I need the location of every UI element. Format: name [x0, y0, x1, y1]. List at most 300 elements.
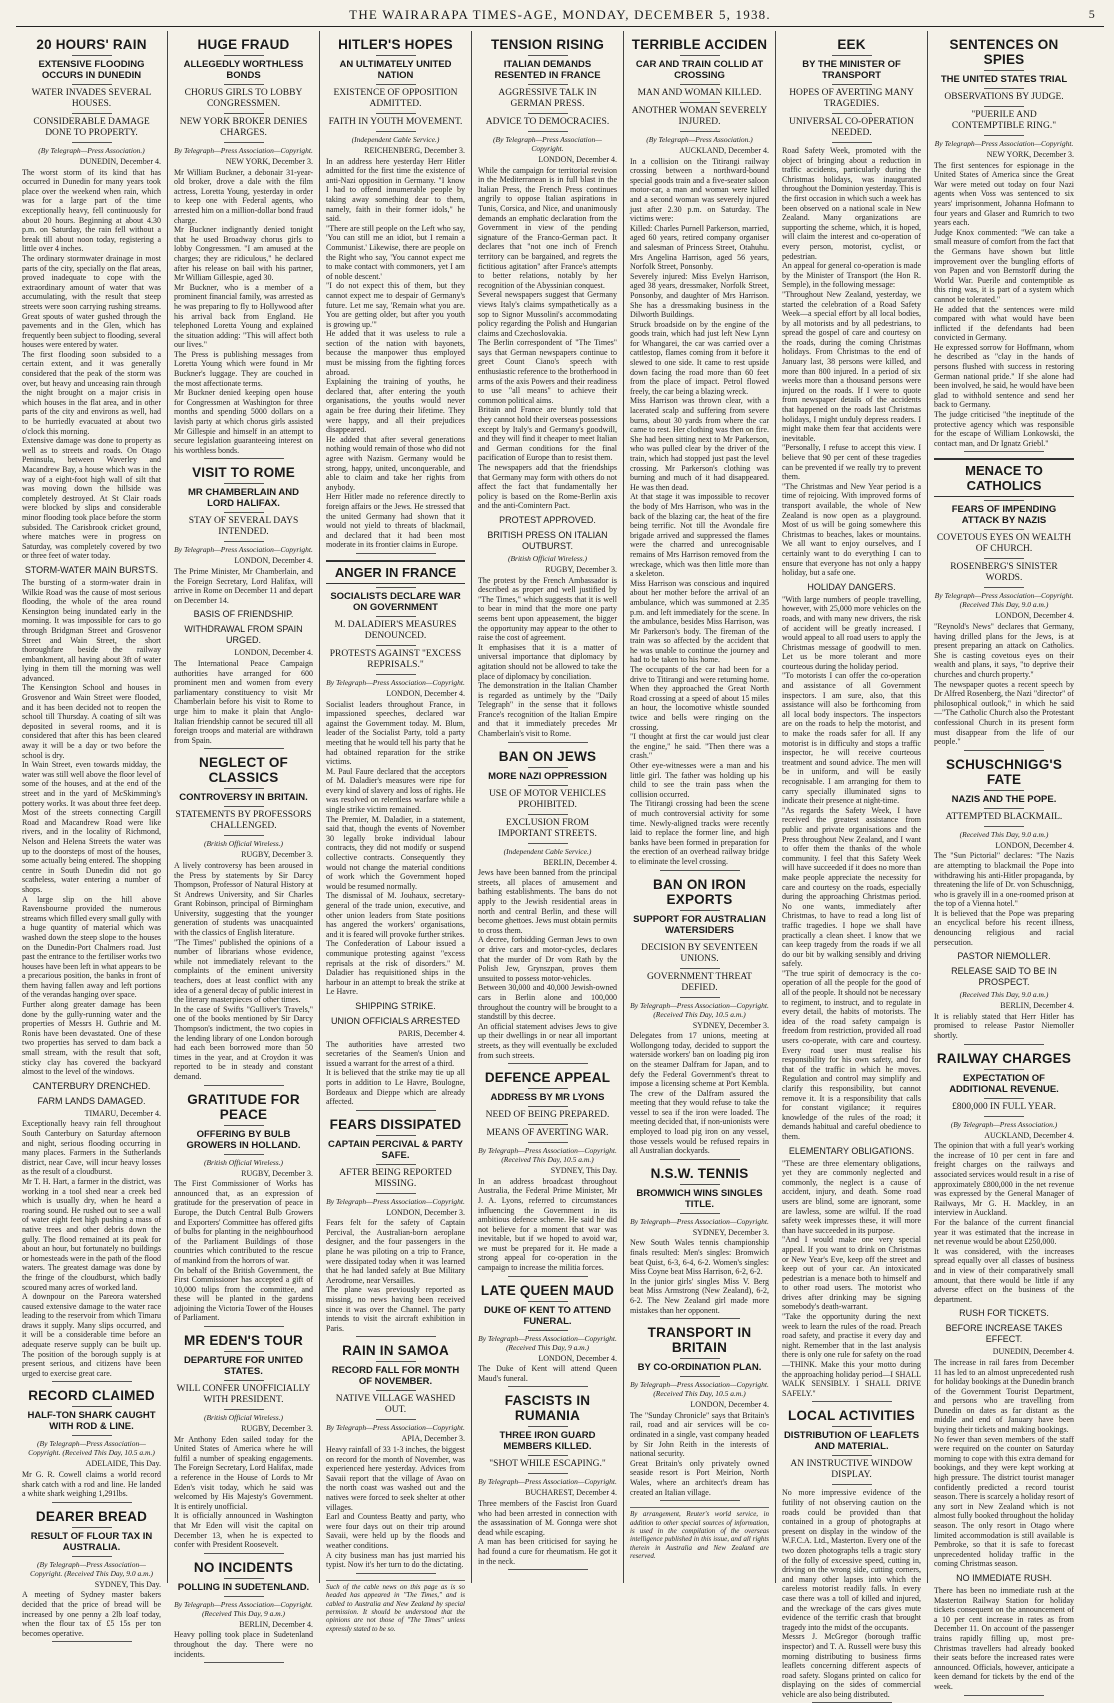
paragraph: The plane was previously reported as missing, no news having been received since it was over the Channel. The party intends to visit the aircraft exhibition in Paris.: [326, 1285, 465, 1333]
paragraph: "Personally, I refuse to accept this view. I believe that 90 per cent of these tragedies can be prevented if we really try to prevent them.: [782, 443, 921, 482]
deck: RECORD FALL FOR MONTH OF NOVEMBER.: [331, 1365, 460, 1388]
paragraph: The opinion that with a full year's working the increase of 10 per cent in fare and freight charges on the railways and associated services would result in a rise of approximately £800,000 in the net revenue was expressed by the General Manager of Railways, Mr G. H. Mackley, in an interview in Auckland.: [934, 1141, 1074, 1218]
divider: [224, 113, 264, 114]
credit-line: By Telegraph—Press Association—Copyright.: [326, 677, 465, 687]
divider: [224, 142, 264, 143]
headline: GRATITUDE FOR PEACE: [187, 1091, 300, 1122]
paragraph: In Wain Street, even towards midday, the water was still well above the floor level of some of the houses, and at the end of the street and in the yard of McSkimming's pottery works. It was about three feet deep. Most of the streets connecting Cargill Road and Macandrew Road were like rivers, and in the locality of Richmond, Nelson and Helena Streets the water was up to the doorsteps of most of the houses, some actually being entered. The shopping centre in South Dunedin did not go scatheless, water entering a number of shops.: [22, 760, 161, 894]
credit-line: By Telegraph—Press Association—Copyright.: [326, 1423, 465, 1433]
subheading: RUSH FOR TICKETS.: [959, 1308, 1049, 1319]
paragraph: Jews have been banned from the principal streets, all places of amusement and bathing establishments. The bans do not apply to the Jewish residential areas in north and central Berlin, and these will become ghettoes. Jews must obtain permits to cross them.: [478, 868, 617, 935]
divider: [376, 1419, 416, 1420]
paragraph: The Premier, M. Daladier, in a statement, said that, though the events of November 30 legally broke individual labour contracts, they did not modify or suspend collective contracts. Consequently they would not change the material conditions of work which the Government hoped would be resumed normally.: [326, 814, 465, 891]
paragraph: Judge Knox commented: "We can take a small measure of comfort from the fact that the Germans have shown but little improvement over the bungling efforts of von Papen and von Bernstorff during the World War. Puerile and contemptible as this ring was, it is part of a system which cannot be tolerated.": [934, 227, 1074, 304]
divider: [52, 1502, 132, 1503]
deck: FAITH IN YOUTH MOVEMENT.: [328, 117, 463, 127]
subheading: CANTERBURY DRENCHED.: [32, 1080, 151, 1091]
divider: [52, 1641, 132, 1642]
divider: [528, 843, 568, 844]
divider: [832, 1484, 872, 1485]
divider: [376, 1135, 416, 1136]
divider: [376, 616, 416, 617]
paragraph: Several newspapers suggest that Germany views Italy's claims sympathetically as a sop to Signor Mussolini's accommodating policy regarding the Polish and Hungarian claims and Czechoslovakia.: [478, 290, 617, 338]
deck: FEARS OF IMPENDING ATTACK BY NAZIS: [951, 504, 1057, 527]
divider: [528, 55, 568, 56]
divider: [984, 135, 1024, 136]
divider: [528, 767, 568, 768]
headline: RAILWAY CHARGES: [936, 1050, 1072, 1066]
deck: £800,000 IN FULL YEAR.: [951, 1101, 1057, 1112]
dateline: LONDON, December 4.: [234, 556, 313, 566]
divider: [72, 84, 112, 85]
dateline: BERLIN, December 4.: [239, 1619, 313, 1629]
article: [174, 1333, 313, 1554]
deck: WILL CONFER UNOFFICIALLY WITH PRESIDENT.: [176, 1384, 311, 1406]
dateline: RUGBY, December 3.: [545, 564, 617, 574]
dateline: SYDNEY, December 3.: [692, 1227, 769, 1237]
paragraph: Delegates from 17 unions, meeting at Wollongong today, decided to support the waterside workers' ban on loading pig iron on the steamer Dalfram for Japan, and to defy the Federal Government's threat to impose a licensing scheme at Port Kembla. The crew of the Dalfram assured the meeting that they would refuse to take the vessel to sea if the iron were loaded. The meeting decided that, if non-unionists were employed to load pig iron on any vessel, those vessels would be refused repairs in all Australian dockyards.: [630, 1031, 769, 1156]
paragraph: He added that the sentences were mild compared with what would have been inflicted if the defendants had been convicted in Germany.: [934, 304, 1074, 343]
paragraph: A meeting of Sydney master bakers decided that the price of bread will be increased by one penny a 2lb loaf today, when the flour tax of £5 15s per ton becomes operative.: [22, 1590, 161, 1638]
credit-line: By Telegraph—Press Association—Copyright.: [934, 139, 1074, 148]
column: [624, 31, 776, 1583]
headline: MR EDEN'S TOUR: [183, 1333, 304, 1349]
deck: CAPTAIN PERCIVAL & PARTY SAFE.: [328, 1138, 463, 1161]
paragraph: Heavy polling took place in Sudetenland throughout the day. There were no incidents.: [174, 1630, 313, 1659]
article: [630, 37, 769, 871]
deck: SUPPORT FOR AUSTRALIAN WATERSIDERS: [633, 913, 766, 936]
headline: NEGLECT OF CLASSICS: [199, 755, 288, 786]
paragraph: "To motorists I can offer the co-operation and assistance of all Government inspectors. I am sure, also, that this assistance will also be forthcoming from all local body inspectors. The inspectors are on the roads to help the motorist, and to make the roads safer for all. If any motorist is in difficulty and stops a traffic inspector, he will receive courteous treatment and sound advice. The men will be in uniform, and will be easily recognisable. I am arranging for them to carry specially illuminated signs to indicate their presence at night-time.: [782, 671, 921, 806]
paragraph: A lively controversy has been aroused in the Press by statements by Sir Darcy Thompson, Professor of Natural History at St Andrews University, and Sir Charles Grant Robinson, principal of Birmingham University, suggesting that the younger generation of students was unacquainted with the classics of English literature.: [174, 860, 313, 938]
divider: [72, 55, 112, 56]
paragraph: "Reynold's News" declares that Germany, having drilled plans for the Jews, is at present preparing an attack on Catholics. She is casting covetous eyes on their wealth and plans, it says, "to deprive their churches and church property.": [934, 622, 1074, 679]
paragraph: An appeal for general co-operation is made by the Minister of Transport (the Hon R. Semple), in the following message:: [782, 261, 921, 290]
subheading: STORM-WATER MAIN BURSTS.: [24, 564, 159, 575]
article: [22, 1509, 161, 1643]
paragraph: Mr Buckner indignantly denied tonight that he used Broadway chorus girls to lobby Congressmen. "I am amused at the charges; they are ridiculous," he declared after his release on bail with his partner, Mr William Gillespie, aged 30.: [174, 225, 313, 283]
divider: [680, 84, 720, 85]
deck: AFTER BEING REPORTED MISSING.: [339, 1167, 452, 1189]
dateline: RUGBY, December 3.: [241, 850, 313, 860]
divider: [72, 1556, 112, 1557]
paragraph: Struck broadside on by the engine of the goods train, which had just left New Lynn for Whangarei, the car was carried over a cattlestop, flames coming from it before it slewed to one side. It came to rest upside down facing the road more than 60 feet from the place of impact. Petrol flowed freely, the car being a blazing wreck.: [630, 319, 769, 396]
deck: USE OF MOTOR VEHICLES PROHIBITED.: [488, 788, 607, 810]
subheading: SHIPPING STRIKE.: [355, 1000, 436, 1011]
divider: [984, 1098, 1024, 1099]
paragraph: "With large numbers of people travelling, however, with 25,000 more vehicles on the roads, and with many new drivers, the risk of accident will be greatly increased. I would appeal to all road users to apply the Christmas message of goodwill to men. Let us be more tolerant and more courteous during the holiday period.: [782, 594, 921, 671]
deck: POLLING IN SUDETENLAND.: [177, 1581, 310, 1593]
paragraph: The ordinary stormwater drainage in most parts of the city, specially on the flat areas, proved inadequate to cope with the extraordinary amount of water that was accumulating, with the result that steep streets were soon carrying rushing streams. Great spouts of water gushed through the pavements and in the Glen, which has frequently been subject to flooding, several houses were entered by water.: [22, 253, 161, 350]
paragraph: Extensive damage was done to property as well as to streets and roads. On Otago Peninsula, between Waverley and Macandrew Bay, a house which was in the way of a eight-foot high wall of silt that was moving down the hillside was completely destroyed. At St Clair roads were blocked by slips and considerable minor flooding took place before the storm subsided. The Carisbrook cricket ground, where matches were in progress on Saturday, was completely covered by two or three feet of water today.: [22, 436, 161, 561]
divider: [204, 458, 284, 459]
article: [22, 1388, 161, 1502]
deck: ANOTHER WOMAN SEVERELY INJURED.: [631, 106, 768, 127]
divider: [964, 1044, 1044, 1045]
deck: MEANS OF AVERTING WAR.: [486, 1128, 609, 1139]
article: [174, 37, 313, 459]
paragraph: Great Britain's only privately owned seaside resort is Port Meirion, North Wales, where an architect's dream has created an Italian village.: [630, 1458, 769, 1497]
column: [168, 31, 320, 1659]
headline: N.S.W. TENNIS: [650, 1165, 749, 1181]
paragraph: Miss Harrison was conscious and inquired about her mother before the arrival of an ambulance, which was summoned at 2.35 p.m. and left immediately for the scene. In the ambulance, besides Miss Harrison, was Mr Parkerson's body. The fireman of the train was so affected by the accident that he was unable to continue the journey and had to be taken to his home.: [630, 578, 769, 665]
paragraph: The occupants of the car had been for a drive to Titirangi and were returning home. When they approached the Great North Road crossing at a speed of about 15 miles an hour, the locomotive whistle sounded twice and bells were ringing on the crossing.: [630, 665, 769, 732]
article: [478, 749, 617, 1064]
article: [22, 37, 161, 1382]
divider: [72, 1406, 112, 1407]
deck: EXISTENCE OF OPPOSITION ADMITTED.: [333, 88, 458, 109]
divider: [680, 55, 720, 56]
paragraph: The First Commissioner of Works has announced that, as an expression of gratitude for the preservation of peace in Europe, the Dutch Central Bulb Growers and Exporters' Committee has offered gifts of bulbs for planting in the neighbourhood of the Parliament Buildings of those countries which contributed to the rescue of mankind from the horrors of war.: [174, 1179, 313, 1265]
credit-line: (By Telegraph—Press Association—Copyright. (Received This Day, 9.0 a.m.): [30, 1559, 153, 1578]
paragraph: Three members of the Fascist Iron Guard who had been arrested in connection with the assassination of M. Gonnga were shot dead while escaping.: [478, 1499, 617, 1537]
divider: [528, 785, 568, 786]
divider: [204, 1553, 284, 1554]
paragraph: Mr Anthony Eden sailed today for the United States of America where he will fulfil a number of speaking engagements. The Foreign Secretary, Lord Halifax, made a reference in the House of Lords to Mr Eden's visit today, which he said was welcomed by His Majesty's Government. It is entirely unofficial.: [174, 1434, 313, 1511]
deck: BROMWICH WINS SINGLES TITLE.: [636, 1187, 763, 1210]
deck: EXTENSIVE FLOODING OCCURS IN DUNEDIN: [38, 59, 145, 81]
dateline: LONDON, December 4.: [995, 611, 1074, 621]
dateline: NEW YORK, December 3.: [225, 157, 313, 166]
paragraph: The Prime Minister, Mr Chamberlain, and the Foreign Secretary, Lord Halifax, will arrive in Rome on December 11 and depart on December 14.: [174, 567, 313, 605]
paragraph: It is believed that the strike may tie up all ports in addition to Le Havre, Boulogne, Bordeaux and Dieppe which are already affected.: [326, 1068, 465, 1107]
deck: PROTESTS AGAINST "EXCESS REPRISALS.": [329, 648, 462, 670]
dateline: TIMARU, December 4.: [84, 1108, 161, 1118]
paragraph: The Kensington School and houses in Grosvenor and Wain Street were flooded, and it has been decided not to reopen the school till Thursday. A coating of silt was deposited in several rooms, and it is considered that after this has been cleared away it will be a day or two before the school is dry.: [22, 683, 161, 760]
headline: HITLER'S HOPES: [338, 37, 453, 52]
divider: [224, 788, 264, 789]
headline: SCHUSCHNIGG'S FATE: [945, 756, 1063, 787]
headline: ANGER IN FRANCE: [326, 560, 465, 584]
divider: [984, 500, 1024, 501]
article: [174, 755, 313, 1085]
paragraph: A man has been criticised for saying he had found a cure for rheumatism. He got it in the neck.: [478, 1537, 617, 1566]
credit-line: (By Telegraph—Press Association—Copyright. (Received This Day, 10.5 a.m.): [28, 1439, 155, 1458]
paragraph: Britain and France are bluntly told that they cannot hold their overseas possessions except by Italy's and Germany's goodwill, and they will find it cheaper to meet Italian and German conditions for the final pacification of Europe than to resist them.: [478, 405, 617, 463]
divider: [376, 674, 416, 675]
paragraph: Miss Harrison was thrown clear, with a lacerated scalp and suffering from severe burns, about 30 yards from where the car came to rest. Her clothing was then on fire. She had been sitting next to Mr Parkerson, who was pulled clear by the driver of the train, which had stopped just past the level crossing. Mr Parkerson's clothing was burning and much of it had disappeared. He was then dead.: [630, 396, 769, 492]
paragraph: At that stage it was impossible to recover the body of Mrs Harrison, who was in the back of the blazing car, the heat of the fire being terrific. Not till the Avondale fire brigade arrived and suppressed the flames were the charred and unrecognisable remains of Mrs Harrison removed from the wreckage, which was then little more than a skeleton.: [630, 492, 769, 579]
article: [934, 1051, 1074, 1696]
divider: [528, 131, 568, 132]
paragraph: Earl and Countess Beatty and party, who were four days out on their trip around Savaii, were held up by the floods and weather conditions.: [326, 1512, 465, 1550]
paragraph: In an address broadcast throughout Australia, the Federal Prime Minister, Mr J. A. Lyons, referred to circumstances influencing the Government in its ambitious defence scheme. He said he did not believe for a moment that war was inevitable, but if we hoped to avoid war, we must be prepared for it. He made a strong appeal for co-operation in the campaign to increase the militia forces.: [478, 1176, 617, 1273]
paragraph: Further along greater damage has been done by the gully-running water and the properties of Messrs H. Guthrie and M. Ronis have been devastated. One of these two properties has served to dam back a small stream, with the result that soft, sticky clay has covered the backyard almost to the level of the windows.: [22, 1000, 161, 1077]
divider: [528, 1330, 568, 1331]
credit-line: (British Official Wireless.): [203, 839, 284, 849]
dateline: LONDON, December 4.: [538, 1353, 617, 1363]
deck: MAN AND WOMAN KILLED.: [637, 88, 762, 98]
dateline: LONDON, December 4.: [234, 648, 313, 658]
paragraph: M. Paul Faure declared that the acceptors of M. Daladier's measures were ripe for every kind of slavery and loss of rights. He was resolved on relentless warfare while a single strike victim remained.: [326, 766, 465, 815]
deck: DEPARTURE FOR UNITED STATES.: [183, 1355, 304, 1378]
paragraph: The first flooding soon subsided to a certain extent, and it was generally considered that the peak of the storm was over, but heavy and unceasing rain through the night brought on a major crisis in which houses in the flat area, and in other parts of the city and environs as well, had to be hurriedly evacuated at about two o'clock this morning.: [22, 349, 161, 436]
paragraph: He added that after several generations nothing would remain of those who did not agree with Nazism. Germany would be strong, happy, united, unconquerable, and able to claim and take her rights from anybody.: [326, 434, 465, 492]
credit-line: By Telegraph—Press Association—Copyright. (Received This Day, 10.5 a.m.): [630, 1380, 769, 1399]
divider: [376, 1361, 416, 1362]
paragraph: Mr Buckner, who is a member of a prominent financial family, was arrested as he was preparing to fly to Hollywood after his arrival back from England. He telephoned Loretta Young and explained the situation adding: "This will affect both our lives.": [174, 282, 313, 350]
paragraph: The authorities have arrested two secretaries of the Seamen's Union and issued a warrant for the arrest of a third.: [326, 1039, 465, 1068]
paragraph: The demonstration in the Italian Chamber is regarded as untimely by the "Daily Telegraph" in the sense that it follows France's recognition of the Italian Empire and that it immediately precedes Mr Chamberlain's visit to Rome.: [478, 681, 617, 739]
divider: [964, 451, 1044, 452]
column: [320, 31, 472, 1633]
divider: [984, 558, 1024, 559]
divider: [680, 939, 720, 940]
credit-line: By Telegraph—Press Association—Copyright.: [326, 1196, 465, 1206]
divider: [984, 587, 1024, 588]
divider: [224, 1351, 264, 1352]
divider: [356, 553, 436, 554]
headline: RECORD CLAIMED: [28, 1388, 155, 1404]
article: [478, 37, 617, 743]
paragraph: The Berlin correspondent of "The Times" says that German newspapers continue to greet Count Ciano's speech with enthusiastic reference to the brotherhood in arms of the axis Powers and their readiness to use "all means" to achieve their common political aims.: [478, 338, 617, 405]
divider: [224, 1380, 264, 1381]
divider: [528, 814, 568, 815]
paragraph: It is officially announced in Washington that Mr Eden will visit the capital on December 13, when he is expected to confer with President Roosevelt.: [174, 1511, 313, 1550]
headline: DEARER BREAD: [35, 1508, 148, 1524]
paragraph: While the campaign for territorial revision in the Mediterranean is in full blast in the Italian Press, the French Press continues angrily to oppose Italian aspirations in Tunis, Corsica, and Nice, and unanimously demands an emphatic declaration from the Government in view of the pending signature of the Franco-German pact. It declares that "not one inch of French territory can be bargained, and regrets the fictitious agitation" after France's attempts to better relations, notably by her recognition of the Abyssinian conquest.: [478, 165, 617, 290]
divider: [72, 1435, 112, 1436]
article: [326, 1117, 465, 1338]
divider: [964, 750, 1044, 751]
divider: [508, 1569, 588, 1570]
dateline: RUGBY, December 3.: [241, 1424, 313, 1434]
divider: [660, 1500, 740, 1501]
divider: [528, 1426, 568, 1427]
dateline: SYDNEY, This Day.: [94, 1579, 161, 1589]
divider: [528, 113, 568, 114]
paragraph: The "Sun Pictorial" declares: "The Nazis are attempting to blackmail the Pope into withdrawing his anti-Hitler propaganda, by threatening the life of Dr. von Schuschnigg, who is gravely ill in a one-roomed prison at the top of a Vienna hotel.": [934, 851, 1074, 909]
divider: [376, 131, 416, 132]
article: [478, 1393, 617, 1570]
article: [630, 877, 769, 1160]
divider: [528, 1455, 568, 1456]
article: [326, 37, 465, 554]
headline: 20 HOURS' RAIN: [36, 37, 147, 52]
deck: NAZIS AND THE POPE.: [951, 793, 1057, 805]
dateline: LONDON, December 3.: [386, 1207, 465, 1217]
deck: SOCIALISTS DECLARE WAR ON GOVERNMENT: [330, 590, 461, 613]
divider: [508, 1063, 588, 1064]
paragraph: It was considered, with the increases spread equally over all classes of business and in view of their comparatively small amount, that there would be little if any adverse effect on the business of the department.: [934, 1246, 1074, 1304]
paragraph: Exceptionally heavy rain fell throughout South Canterbury on Saturday afternoon and night, serious flooding occurring in many places. Farmers in the Sutherlands district, near Cave, will incur heavy losses as the result of a cloudburst.: [22, 1119, 161, 1177]
article: [934, 458, 1074, 750]
paragraph: The Confederation of Labour issued a communique protesting against "excess reprisals at the risk of disorders." M. Daladier has requisitioned ships in the harbour in an attempt to break the strike at Le Havre.: [326, 939, 465, 997]
article: [174, 465, 313, 749]
divider: [660, 870, 740, 871]
paragraph: The bursting of a storm-water drain in Wilkie Road was the cause of most serious flooding, the whole of the area round Kensington being inundated early in the morning. It was impossible for cars to go through Bridgman Street and Grosvenor Street and Wain Street, the short thoroughfare beside the railway embankment, all having about 3ft of water lying in them till the morning was well advanced.: [22, 577, 161, 683]
divider: [680, 1358, 720, 1359]
credit-line: (By Telegraph—Press Association.): [646, 135, 753, 144]
headline: NO INCIDENTS: [193, 1559, 294, 1575]
divider: [224, 55, 264, 56]
divider: [984, 1116, 1024, 1117]
paragraph: In the junior girls' singles Miss V. Berg beat Miss Armstrong (New Zealand), 6-2, 6-2. The New Zealand girl made more mistakes than her opponent.: [630, 1276, 769, 1315]
deck: CAR AND TRAIN COLLID AT CROSSING: [635, 59, 764, 81]
divider: [224, 541, 264, 542]
paragraph: No fewer than seven members of the staff were required on the counter on Saturday morning to cope with this extra demand for bookings, and they were kept working at high pressure. The district tourist manager confidently predicted a record tourist season. There is scarcely a holiday resort of any sort in New Zealand which is not almost fully booked throughout the holiday season. The only resort in Otago where limited accommodation is still available is Pembroke, so that it is safe to forecast unprecedented holiday traffic in the coming Christmas season.: [934, 1434, 1074, 1569]
deck: EXCLUSION FROM IMPORTANT STREETS.: [498, 817, 597, 839]
credit-line: (By Telegraph—Press Association—Copyright.: [493, 135, 602, 153]
dateline: NEW YORK, December 3.: [986, 150, 1074, 159]
divider: [224, 1578, 264, 1579]
deck: STATEMENTS BY PROFESSORS CHALLENGED.: [175, 810, 312, 832]
paragraph: "Take the opportunity during the next week to learn the rules of the road. Preach road safety, and practise it every day and night. Remember that in the last analysis there is only one rule for safety on the road—THINK. Make this your motto during the approaching holiday period—I SHALL WALK SENSIBLY. I SHALL DRIVE SAFELY.": [782, 1312, 921, 1398]
divider: [680, 1213, 720, 1214]
divider: [680, 910, 720, 911]
credit-line: By Telegraph—Press Association—Copyright.: [174, 545, 313, 555]
divider: [356, 1110, 436, 1111]
subheading: WITHDRAWAL FROM SPAIN URGED.: [184, 624, 303, 646]
paragraph: The newspaper quotes a recent speech by Dr Alfred Rosenberg, the Nazi "director" of philosophical outlook," in which he said—"The Catholic Church also the Protestant confessional Church in its present form must disappear from the life of our people.": [934, 679, 1074, 747]
headline: FASCISTS IN RUMANIA: [504, 1393, 591, 1424]
deck: MORE NAZI OPPRESSION: [488, 770, 607, 782]
divider: [528, 84, 568, 85]
credit-line: By Telegraph—Press Association—Copyright. (Received This Day, 10.5 a.m.): [630, 1000, 769, 1019]
credit-line: (British Official Wireless.): [203, 1413, 284, 1423]
deck: DECISION BY SEVENTEEN UNIONS.: [641, 942, 758, 964]
paragraph: Fears felt for the safety of Captain Percival, the Australian-born aeroplane designer, and the four passengers in the plane he was piloting on a trip to France, were dissipated today when it was learned that he had landed safely at Bue Military Aerodrome, near Versailles.: [326, 1218, 465, 1285]
deck: ALLEGEDLY WORTHLESS BONDS: [183, 59, 304, 81]
divider: [528, 1301, 568, 1302]
article: [630, 1166, 769, 1319]
article: [174, 1092, 313, 1328]
column: [16, 31, 168, 1638]
subheading: BRITISH PRESS ON ITALIAN OUTBURST.: [487, 529, 608, 551]
subheading: UNION OFFICIALS ARRESTED: [330, 1015, 461, 1026]
divider: [680, 968, 720, 969]
deck: RESULT OF FLOUR TAX IN AUSTRALIA.: [30, 1530, 153, 1553]
dateline: BUCHAREST, December 4.: [525, 1488, 617, 1498]
dateline: PARIS, December 4.: [398, 1028, 465, 1038]
divider: [224, 1409, 264, 1410]
deck: ADDRESS BY MR LYONS: [490, 1092, 605, 1104]
divider: [224, 806, 264, 807]
deck: WATER INVADES SEVERAL HOUSES.: [31, 88, 152, 109]
paragraph: The Duke of Kent will attend Queen Maud's funeral.: [478, 1364, 617, 1383]
divider: [52, 1381, 132, 1382]
subheading: ELEMENTARY OBLIGATIONS.: [788, 1145, 915, 1156]
divider: [680, 102, 720, 103]
deck: "PUERILE AND CONTEMPTIBLE RING.": [951, 110, 1057, 131]
divider: [224, 1596, 264, 1597]
article: [174, 1560, 313, 1663]
deck: AN INSTRUCTIVE WINDOW DISPLAY.: [790, 1459, 913, 1481]
deck: NEED OF BEING PREPARED.: [485, 1110, 610, 1121]
divider: [376, 1390, 416, 1391]
paragraph: In a collision on the Titirangi railway crossing between a northward-bound special goods train and a five-seater saloon motor-car, a man and woman were killed and a second woman was severely injured just after 2.30 p.m. on Saturday. The victims were:: [630, 156, 769, 224]
credit-line: (By Telegraph—Press Association.): [38, 146, 145, 155]
paragraph: A large slip on the hill above Ravensbourne provided the numerous streams which filled every small gully with a huge quantity of material which was washed down the steep slope to the houses on the Dunedin-Port Chalmers road. Just past the entrance to the fertiliser works two houses have been left in what appears to be a precarious position, the banks in front of them having fallen away and left portions of the verandas hanging over space.: [22, 894, 161, 1000]
paragraph: The increase in rail fares from December 11 has led to an almost unprecedented rush for holiday bookings at the Dunedin branch of the Government Tourist Department, and persons who are travelling from Dunedin on dates as far distant as the middle and end of January have been buying their tickets and making bookings.: [934, 1357, 1074, 1435]
page-number: 5: [1088, 7, 1096, 21]
dateline: SYDNEY, December 3.: [692, 1020, 769, 1030]
subheading: FARM LANDS DAMAGED.: [37, 1095, 146, 1106]
paragraph: A downpour on the Pareora watershed caused extensive damage to the water race leading to the reservoir from which Timaru draws it supply. Many slips occurred, and it will be a considerable time before an adequate reserve supply can be built up. The position of the borough supply is at present serious, and citizens have been urged to exercise great care.: [22, 1292, 161, 1378]
deck: AGGRESSIVE TALK IN GERMAN PRESS.: [498, 88, 597, 109]
divider: [984, 529, 1024, 530]
divider: [224, 512, 264, 513]
dateline: DUNEDIN, December 4.: [992, 1347, 1074, 1357]
divider: [832, 1455, 872, 1456]
dateline: LONDON, December 4.: [538, 155, 617, 164]
divider: [984, 1069, 1024, 1070]
paragraph: The Titirangi crossing had been the scene of much controversial activity for some time. Newly-aligned tracks were recently laid to replace the former line, and high banks have been formed in preparation for the erection of an overhead railway bridge to eliminate the level crossing.: [630, 799, 769, 866]
dateline: LONDON, December 4.: [995, 840, 1074, 850]
divider: [508, 1276, 588, 1277]
dateline: LONDON, December 4.: [386, 688, 465, 698]
deck: COVETOUS EYES ON WEALTH OF CHURCH.: [936, 533, 1072, 555]
paragraph: "And I would make one very special appeal. If you want to drink on Christmas or New Year's Eve, keep off the street and keep out of your car. An intoxicated pedestrian is a menace both to himself and to other road users. The motorist who drives after drinking may be signing somebody's death-warrant.: [782, 1235, 921, 1312]
deck: DUKE OF KENT TO ATTEND FUNERAL.: [483, 1304, 612, 1327]
credit-line: (Independent Cable Service.): [351, 135, 440, 144]
headline: RAIN IN SAMOA: [342, 1343, 449, 1359]
article: [478, 1283, 617, 1388]
divider: [832, 84, 872, 85]
subheading: PROTEST APPROVED.: [499, 514, 596, 525]
credit-line: By Telegraph—Press Association—Copyright. (Received This Day, 9 a.m.): [478, 1333, 617, 1352]
divider: [224, 483, 264, 484]
divider: [508, 1386, 588, 1387]
paragraph: For the balance of the current financial year it was estimated that the increase in net revenue would be about £250,000.: [934, 1217, 1074, 1247]
divider: [528, 1473, 568, 1474]
credit-line: (Received This Day, 9.0 a.m.): [959, 829, 1049, 839]
paragraph: Explaining the training of youths, he declared that, after entering the youth organisations, the youths would never again be free during their lifetime. They were happy, and all their prejudices disappeared.: [326, 377, 465, 435]
deck: HALF-TON SHARK CAUGHT WITH ROD & LINE.: [27, 1410, 156, 1433]
paragraph: "The Christmas and New Year period is a time of rejoicing. With improved forms of transport available, the whole of New Zealand is now open as a playground. Most of us will be going somewhere this Christmas to beaches, lakes or mountains. We all want to enjoy ourselves, and I certainly want to do everything I can to ensure that everyone has not only a happy holiday, but a safe one.: [782, 481, 921, 578]
credit-line: By Telegraph—Press Association—Copyright.: [174, 146, 313, 155]
divider: [376, 587, 416, 588]
divider: [376, 1164, 416, 1165]
divider: [224, 1154, 264, 1155]
paragraph: "Throughout New Zealand, yesterday, we started the celebration of a Road Safety Week—a special effort by all local bodies, by all motorists and by all pedestrians, to spread the gospel of care and courtesy on the roads, during the coming Christmas holidays. From Christmas to the end of January last, 38 persons were killed, and more than 800 injured. In a period of six weeks more than a thousand persons were injured on the roads. If I were to quote from newspaper details of the accidents that happened on the roads last Christmas holidays, I might unduly depress readers. I might make them fear that accidents were inevitable.: [782, 289, 921, 443]
dateline: APIA, December 3.: [401, 1434, 465, 1444]
deck: CHORUS GIRLS TO LOBBY CONGRESSMEN.: [184, 88, 303, 109]
masthead: [16, 4, 1104, 27]
deck: OBSERVATIONS BY JUDGE.: [944, 92, 1064, 102]
paragraph: Mr Buckner denied keeping open house for Congressmen at Washington for three months and spending 5000 dollars on a lavish party at which chorus girls assisted Mr Gillespie and himself in an attempt to secure legislation guaranteeing interest on his worthless bonds.: [174, 388, 313, 455]
paragraph: Messrs J. McGregor (borough traffic inspector) and T. A. Russell were busy this morning distributing to business firms leaflets concerning different aspects of road safety. Slogans printed on calico for displaying on the sides of commercial vehicle are also being distributed.: [782, 1632, 921, 1699]
masthead-title: THE WAIRARAPA TIMES-AGE, MONDAY, DECEMBER 5, 1938.: [349, 7, 771, 22]
divider: [660, 1318, 740, 1319]
divider: [224, 84, 264, 85]
paragraph: Severely injured: Miss Evelyn Harrison, aged 38 years, dressmaker, Norfolk Street, Ponsonby, and daughter of Mrs Harrison. She has a dressmaking business in the Dilworth Buildings.: [630, 271, 769, 320]
divider: [832, 142, 872, 143]
divider: [984, 70, 1024, 71]
deck: ATTEMPTED BLACKMAIL.: [945, 811, 1063, 822]
headline: TENSION RISING: [490, 37, 605, 52]
divider: [224, 835, 264, 836]
credit-line: By Telegraph—Press Association—Copyright. (Received This Day, 10.5 a.m.): [478, 1146, 617, 1165]
column: [472, 31, 624, 1583]
paragraph: It is believed that the Pope was preparing an encyclical before his recent illness, denouncing religious and racial persecution.: [934, 908, 1074, 947]
paragraph: It emphasises that it is a matter of universal importance that diplomacy by agitation should not be allowed to take the place of diplomacy by conciliation.: [478, 642, 617, 681]
deck: UNIVERSAL CO-OPERATION NEEDED.: [789, 117, 914, 138]
paragraph: The International Peace Campaign authorities have arranged for 600 prominent men and women from every parliamentary constituency to visit Mr Chamberlain before his visit to Rome to urge him to make it plain that Anglo-Italian friendship cannot be secured till all foreign troops and material are withdrawn from Spain.: [174, 658, 313, 745]
paragraph: The first sentences for espionage in the United States of America since the Great War were meted out today on four Nazi agents when Voss was sentenced to six years' imprisonment, Johanna Hofmann to four years and Glaser and Rumrich to two years each.: [934, 160, 1074, 228]
paragraph: "I thought at first the car would just clear the engine," he said. "Then there was a crash.": [630, 732, 769, 761]
divider: [680, 997, 720, 998]
headline: TRANSPORT IN BRITAIN: [647, 1325, 752, 1356]
divider: [528, 1142, 568, 1143]
headline: BAN ON IRON EXPORTS: [653, 876, 746, 907]
paragraph: New South Wales tennis championship finals resulted: Men's singles: Bromwich beat Quist, 6-3, 6-4, 6-2. Women's singles: Miss Coyne beat Miss Harrison, 6-2, 6-2.: [630, 1238, 769, 1277]
headline: FEARS DISSIPATED: [329, 1116, 462, 1132]
paragraph: "The Times" published the opinions of a number of librarians whose evidence, while not immediately relevant to the complaints of the eminent university teachers, does at least conflict with any idea of a general decay of public interest in the literary masterpieces of other times.: [174, 937, 313, 1005]
article: [782, 37, 921, 1402]
credit-line: (Independent Cable Service.): [503, 846, 592, 856]
divider: [680, 131, 720, 132]
